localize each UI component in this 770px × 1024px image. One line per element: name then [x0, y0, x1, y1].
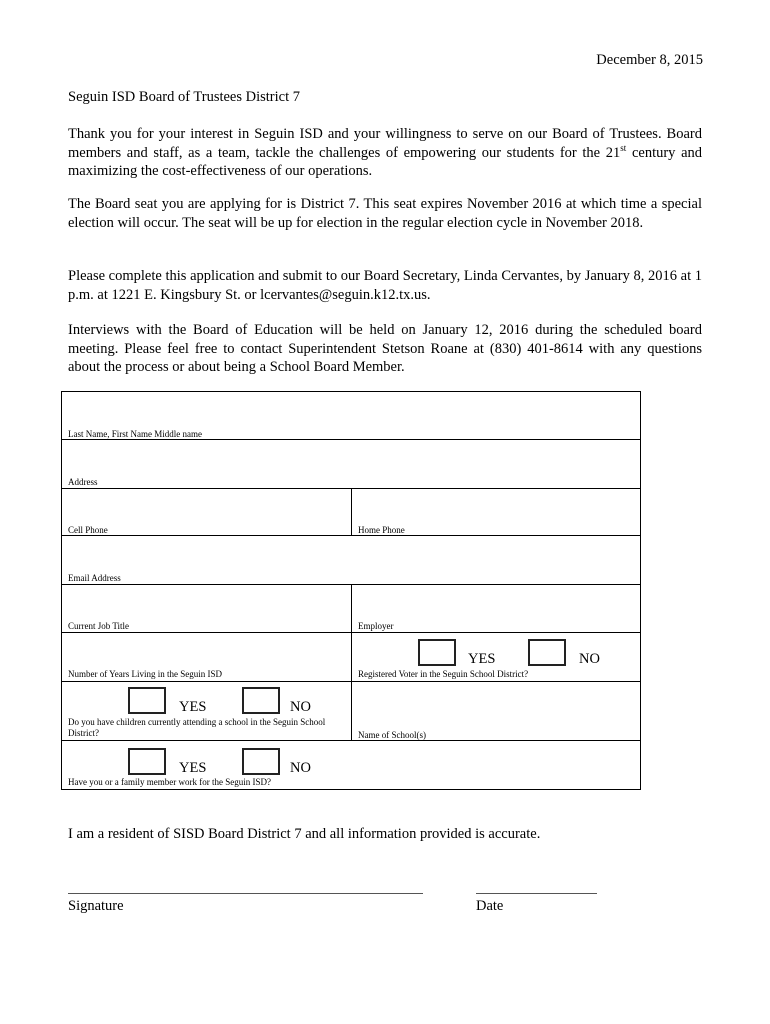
paragraph-interviews: Interviews with the Board of Education will be held on January 12, 2016 during the scheduled board meeting. Please feel free to contact Superintendent Stetson Roane at (830) 401-8614 with any questions about the process or about being a School Board Member. — [68, 322, 702, 375]
name-label: Last Name, First Name Middle name — [68, 429, 202, 439]
addressee: Seguin ISD Board of Trustees District 7 — [68, 89, 300, 105]
voter-no-label: NO — [579, 651, 600, 667]
children-no-label: NO — [290, 699, 311, 715]
letter-date: December 8, 2015 — [596, 52, 703, 68]
date-line[interactable] — [476, 893, 597, 894]
job-title-label: Current Job Title — [68, 621, 130, 631]
paragraph-welcome — [68, 125, 702, 181]
family-no-label: NO — [290, 760, 311, 776]
paragraph-seat: The Board seat you are applying for is District 7. This seat expires November 2016 at which time a special election will occur. The seat will be up for election in the regular election cycle in November 2018. — [68, 196, 702, 231]
date-label: Date — [476, 898, 504, 914]
home-phone-label: Home Phone — [358, 525, 405, 535]
voter-label: Registered Voter in the Seguin School District? — [358, 669, 529, 679]
paragraph-welcome-text: Thank you for your interest in Seguin ISD and your willingness to serve on our Board of Trustees. Board members and staff, as a team, tackle the challenges of empowering our students for the 21 — [68, 126, 702, 161]
paragraph-submit: Please complete this application and submit to our Board Secretary, Linda Cervantes, by January 8, 2016 at 1 p.m. at 1221 E. Kingsbury St. or lcervantes@seguin.k12.tx.us. — [68, 268, 702, 303]
children-label: Do you have children currently attending a school in the Seguin School District? — [68, 717, 326, 738]
children-no-checkbox[interactable] — [242, 687, 280, 714]
row-divider — [62, 740, 640, 741]
years-label: Number of Years Living in the Seguin ISD — [68, 669, 222, 679]
voter-no-checkbox[interactable] — [528, 639, 566, 666]
email-label: Email Address — [68, 573, 121, 583]
children-yes-label: YES — [179, 699, 207, 715]
cell-phone-label: Cell Phone — [68, 525, 108, 535]
family-no-checkbox[interactable] — [242, 748, 280, 775]
ordinal-suffix: st — [620, 142, 627, 153]
paragraph-welcome-end: century and maximizing the cost-effectiveness of our operations. — [68, 144, 703, 179]
family-yes-label: YES — [179, 760, 207, 776]
voter-yes-checkbox[interactable] — [418, 639, 456, 666]
family-work-label: Have you or a family member work for the Seguin ISD? — [68, 777, 271, 787]
address-field[interactable] — [62, 440, 640, 488]
email-field[interactable] — [62, 536, 640, 584]
school-names-label: Name of School(s) — [358, 730, 426, 740]
resident-statement: I am a resident of SISD Board District 7 and all information provided is accurate. — [68, 826, 541, 842]
employer-label: Employer — [358, 621, 394, 631]
signature-line[interactable] — [68, 893, 423, 894]
signature-label: Signature — [68, 898, 124, 914]
employer-field[interactable] — [352, 585, 640, 632]
children-yes-checkbox[interactable] — [128, 687, 166, 714]
family-yes-checkbox[interactable] — [128, 748, 166, 775]
address-label: Address — [68, 477, 98, 487]
voter-yes-label: YES — [468, 651, 496, 667]
application-form — [61, 391, 641, 790]
